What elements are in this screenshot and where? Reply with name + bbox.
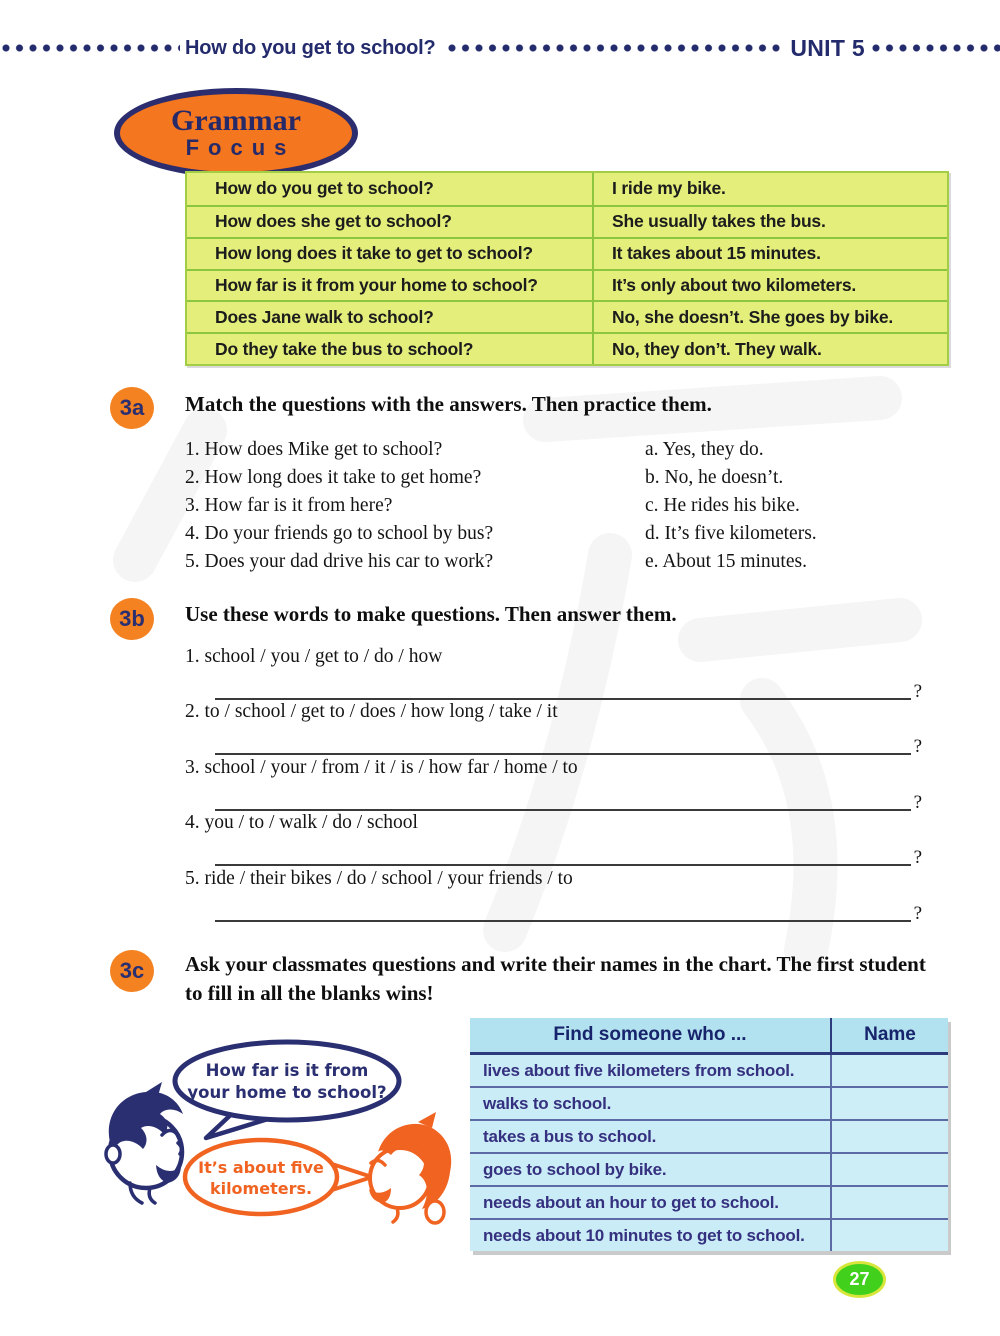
answer-cell: It’s only about two kilometers. — [594, 269, 947, 301]
answer-bubble-line2: kilometers. — [209, 1179, 313, 1198]
grammar-focus-badge — [114, 88, 358, 178]
name-cell-blank — [832, 1187, 948, 1218]
question-cell: Does Jane walk to school? — [187, 300, 594, 332]
word-prompt: 4. you / to / walk / do / school — [185, 812, 418, 833]
table-row — [470, 1187, 948, 1220]
answer-cell: She usually takes the bus. — [594, 205, 947, 237]
question-cell: How do you get to school? — [187, 173, 594, 205]
match-answer: a. Yes, they do. — [645, 439, 764, 460]
word-prompt: 1. school / you / get to / do / how — [185, 646, 443, 667]
make-question-item — [185, 701, 922, 755]
answer-cell: No, they don’t. They walk. — [594, 332, 947, 364]
question-mark: ? — [913, 736, 922, 757]
section-3b-badge: 3b — [110, 598, 154, 640]
section-3c-badge: 3c — [110, 950, 154, 992]
criterion-cell: walks to school. — [470, 1088, 832, 1119]
name-cell-blank — [832, 1220, 948, 1251]
criterion-cell: needs about 10 minutes to get to school. — [470, 1220, 832, 1251]
match-question: 3. How far is it from here? — [185, 495, 393, 516]
answer-blank-line — [215, 733, 911, 755]
dotted-rule-icon — [870, 43, 1000, 53]
section-3a-title: Match the questions with the answers. Then practice them. — [185, 392, 712, 416]
find-table-header — [470, 1018, 948, 1055]
table-row — [470, 1088, 948, 1121]
question-mark: ? — [913, 903, 922, 924]
dotted-rule-icon — [446, 43, 786, 53]
question-cell: How long does it take to get to school? — [187, 237, 594, 269]
make-question-item — [185, 812, 922, 866]
grammar-focus-word1: Grammar — [171, 104, 301, 137]
table-row — [470, 1121, 948, 1154]
name-cell-blank — [832, 1088, 948, 1119]
answer-blank-line — [215, 844, 911, 866]
answer-cell: No, she doesn’t. She goes by bike. — [594, 300, 947, 332]
match-answer: b. No, he doesn’t. — [645, 467, 784, 488]
question-cell: How far is it from your home to school? — [187, 269, 594, 301]
section-3b-title: Use these words to make questions. Then answer them. — [185, 602, 677, 626]
criterion-cell: needs about an hour to get to school. — [470, 1187, 832, 1218]
name-cell-blank — [832, 1055, 948, 1086]
question-bubble-line1: How far is it from — [205, 1061, 369, 1080]
page-number-badge: 27 — [833, 1261, 886, 1298]
page-header — [0, 34, 1000, 62]
word-prompt: 3. school / your / from / it / is / how far / home / to — [185, 757, 578, 778]
match-answer-list — [645, 436, 817, 576]
make-question-item — [185, 646, 922, 700]
word-prompt: 2. to / school / get to / does / how long / take / it — [185, 701, 558, 722]
speech-bubble-question — [175, 1042, 399, 1138]
table-row — [470, 1220, 948, 1251]
make-question-item — [185, 868, 922, 922]
question-mark: ? — [913, 792, 922, 813]
match-question: 5. Does your dad drive his car to work? — [185, 551, 494, 572]
name-cell-blank — [832, 1154, 948, 1185]
boy-character — [106, 1082, 183, 1203]
match-question-list — [185, 436, 493, 576]
match-question: 2. How long does it take to get home? — [185, 467, 482, 488]
dialogue-illustration — [88, 1030, 466, 1242]
grammar-table — [185, 171, 949, 366]
question-mark: ? — [913, 847, 922, 868]
question-mark: ? — [913, 681, 922, 702]
make-question-item — [185, 757, 922, 811]
name-column-header: Name — [864, 1024, 916, 1045]
match-answer: c. He rides his bike. — [645, 495, 800, 516]
answer-cell: It takes about 15 minutes. — [594, 237, 947, 269]
match-answer: d. It’s five kilometers. — [645, 523, 817, 544]
speech-bubble-answer — [185, 1140, 372, 1214]
answer-blank-line — [215, 789, 911, 811]
answer-bubble-line1: It’s about five — [198, 1158, 324, 1177]
answer-blank-line — [215, 678, 911, 700]
page-title: How do you get to school? — [185, 36, 436, 59]
section-3a-badge: 3a — [110, 387, 154, 429]
question-cell: How does she get to school? — [187, 205, 594, 237]
match-answer: e. About 15 minutes. — [645, 551, 807, 572]
question-bubble-line2: your home to school? — [187, 1083, 387, 1102]
criterion-cell: takes a bus to school. — [470, 1121, 832, 1152]
table-row — [470, 1055, 948, 1088]
match-question: 4. Do your friends go to school by bus? — [185, 523, 494, 544]
criterion-cell: lives about five kilometers from school. — [470, 1055, 832, 1086]
match-question: 1. How does Mike get to school? — [185, 439, 443, 460]
girl-character — [369, 1112, 451, 1223]
table-row — [470, 1154, 948, 1187]
dotted-rule-icon — [0, 43, 180, 53]
answer-blank-line — [215, 900, 911, 922]
name-cell-blank — [832, 1121, 948, 1152]
grammar-focus-word2: Focus — [185, 135, 296, 160]
word-prompt: 5. ride / their bikes / do / school / your friends / to — [185, 868, 573, 889]
find-someone-header: Find someone who ... — [470, 1018, 832, 1052]
answer-cell: I ride my bike. — [612, 178, 726, 199]
unit-label: UNIT 5 — [790, 34, 865, 61]
find-someone-table — [470, 1018, 948, 1251]
criterion-cell: goes to school by bike. — [470, 1154, 832, 1185]
question-cell: Do they take the bus to school? — [187, 332, 594, 364]
section-3c-title: Ask your classmates questions and write their names in the chart. The first student to fill in all the blanks wins! — [185, 952, 926, 1005]
